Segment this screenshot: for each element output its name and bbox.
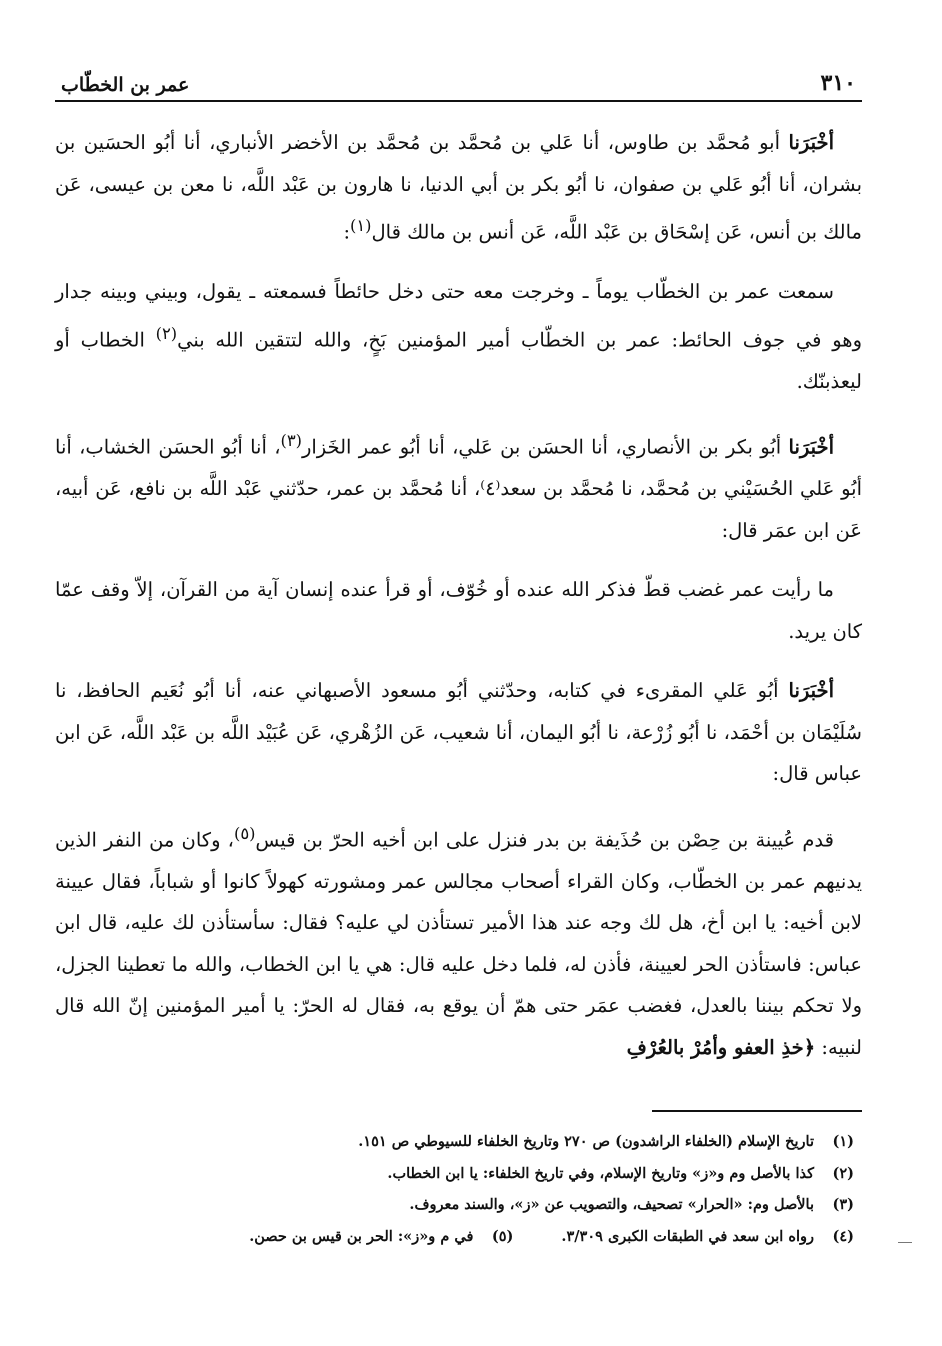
footnote-number: (٥) [491,1227,514,1245]
paragraph-5 [55,670,862,795]
footnote-number: (٤) [832,1227,854,1245]
paragraph-1 [55,122,862,253]
footnote-4-5 [55,1221,862,1253]
footnote-text: تاريخ الإسلام (الخلفاء الراشدون) ص ٢٧٠ وتاريخ الخلفاء للسيوطي ص ١٥١. [358,1133,814,1150]
footnote-text: رواه ابن سعد في الطبقات الكبرى ٣/٣٠٩. [561,1227,814,1245]
lead-word: أخْبَرَنا [788,131,834,154]
paragraph-4 [55,569,862,652]
footnote-ref: (٥) [233,823,256,843]
paragraph-3 [55,420,862,551]
footnote-ref: (١) [350,216,372,235]
paragraph-2 [55,271,862,402]
lead-word: أخْبَرَنا [788,435,834,459]
footnote-text: كذا بالأصل وم و«ز» وتاريخ الإسلام، وفي تاريخ الخلفاء: يا ابن الخطاب. [387,1164,814,1182]
footnote-text: بالأصل وم: «الحرار» تصحيف، والتصويب عن «ز»، والسند معروف. [409,1196,814,1213]
running-title: عمر بن الخطّاب [61,74,190,96]
footnote-number: (٣) [832,1196,854,1213]
footnote-2 [55,1158,862,1190]
footnote-number: (٢) [832,1164,854,1182]
lead-word: أخْبَرَنا [788,679,834,702]
footnote-text: في م و«ز»: الحر بن قيس بن حصن. [249,1227,474,1245]
paragraph-6 [55,813,862,1069]
book-page [55,60,863,1245]
paragraph-text: أبو مُحمَّد بن طاوس، أنا عَلي بن مُحمَّد بن مُحمَّد بن الأخضر الأنباري، أنا أبُو الحسَين بن بشران، أنا أبُو عَلي بن صفوان، نا أبُو بكر بن أبي الدنيا، نا هارون بن عَبْد اللَّه، نا معن بن عيسى، عَن مالك بن أنس، عَن إسْحَاق بن عَبْد اللَّه، عَن أنس بن مالك قال [55,131,862,244]
paragraph-text: أبُو عَلي المقرىء في كتابه، وحدّثني أبُو مسعود الأصبهاني عنه، أنا أبُو نُعَيم الحافظ، نا سُلَيْمَان بن أحْمَد، نا أبُو زُرْعة، نا أبُو اليمان، أنا شعيب، عَن الزُهْري، عَن عُبَيْد اللَّه بن عَبْد اللَّه، عَن ابن عباس قال: [55,679,862,785]
footnote-3 [55,1189,862,1221]
footnotes [55,1126,862,1252]
footnote-number: (١) [832,1133,854,1150]
main-text [55,122,862,1068]
page-number: ٣١٠ [820,70,856,96]
footnote-ref: (٢) [155,323,178,343]
footnote-1 [55,1126,862,1158]
paragraph-text: ما رأيت عمر غضب قطّ فذكر الله عنده أو خُوّف، أو قرأ عنده إنسان آية من القرآن، إلاّ وقف عمّا كان يريد. [55,578,862,643]
paragraph-text: قدم عُيينة بن حِصْن بن حُذَيفة بن بدر فنزل على ابن أخيه الحرّ بن قيس [255,828,834,851]
scan-edge-mark [898,1242,912,1243]
paragraph-tail: ، وكان من النفر الذين يدنيهم عمر بن الخطّاب، وكان القراء أصحاب مجالس عمر ومشورته كهولاً كانوا أو شباباً، فقال عيينة لابن أخيه: يا ابن أخ، هل لك وجه عند هذا الأمير تستأذن لي عليه؟ فقال: سأستأذن لك عليه، قال ابن عباس: فاستأذن الحر لعيينة، فأذن له، فلما دخل عليه قال: هي يا ابن الخطاب، والله ما تعطينا الجزل، ولا تحكم بيننا بالعدل، فغضب عمَر حتى همّ أن يوقع به، فقال له الحرّ: يا أمير المؤمنين إنّ الله قال لنبيه: [55,828,862,1059]
paragraph-text: سمعت عمر بن الخطّاب يوماً ـ وخرجت معه حتى دخل حائطاً فسمعته ـ يقول، وبيني وبينه جدار وهو في جوف الحائط: عمر بن الخطّاب أمير المؤمنين بَخٍ، والله لتتقين الله بني [55,280,862,351]
footnote-ref: (٣) [280,431,302,450]
footnote-divider [652,1110,862,1112]
paragraph-tail: : [343,220,351,244]
paragraph-tail: ، أنا أبُو الحسَن الخشاب، أنا أبُو عَلي الحُسَيْني بن مُحمَّد، نا مُحمَّد بن سعد⁽٤⁾، أنا مُحمَّد بن عمر، حدّثني عَبْد اللَّه بن نافع، عَن أبيه، عَن ابن عمَر قال: [55,435,863,542]
quran-quote: ﴿خذِ العفو وأمُرْ بالعُرْفِ [626,1035,816,1059]
page-header [55,60,862,102]
paragraph-tail: الخطاب أو ليعذبنّك. [55,328,862,393]
footnote-gap [513,1221,561,1253]
paragraph-text: أبُو بكر بن الأنصاري، أنا الحسَن بن عَلي، أنا أبُو عمر الخَزار [301,435,789,459]
